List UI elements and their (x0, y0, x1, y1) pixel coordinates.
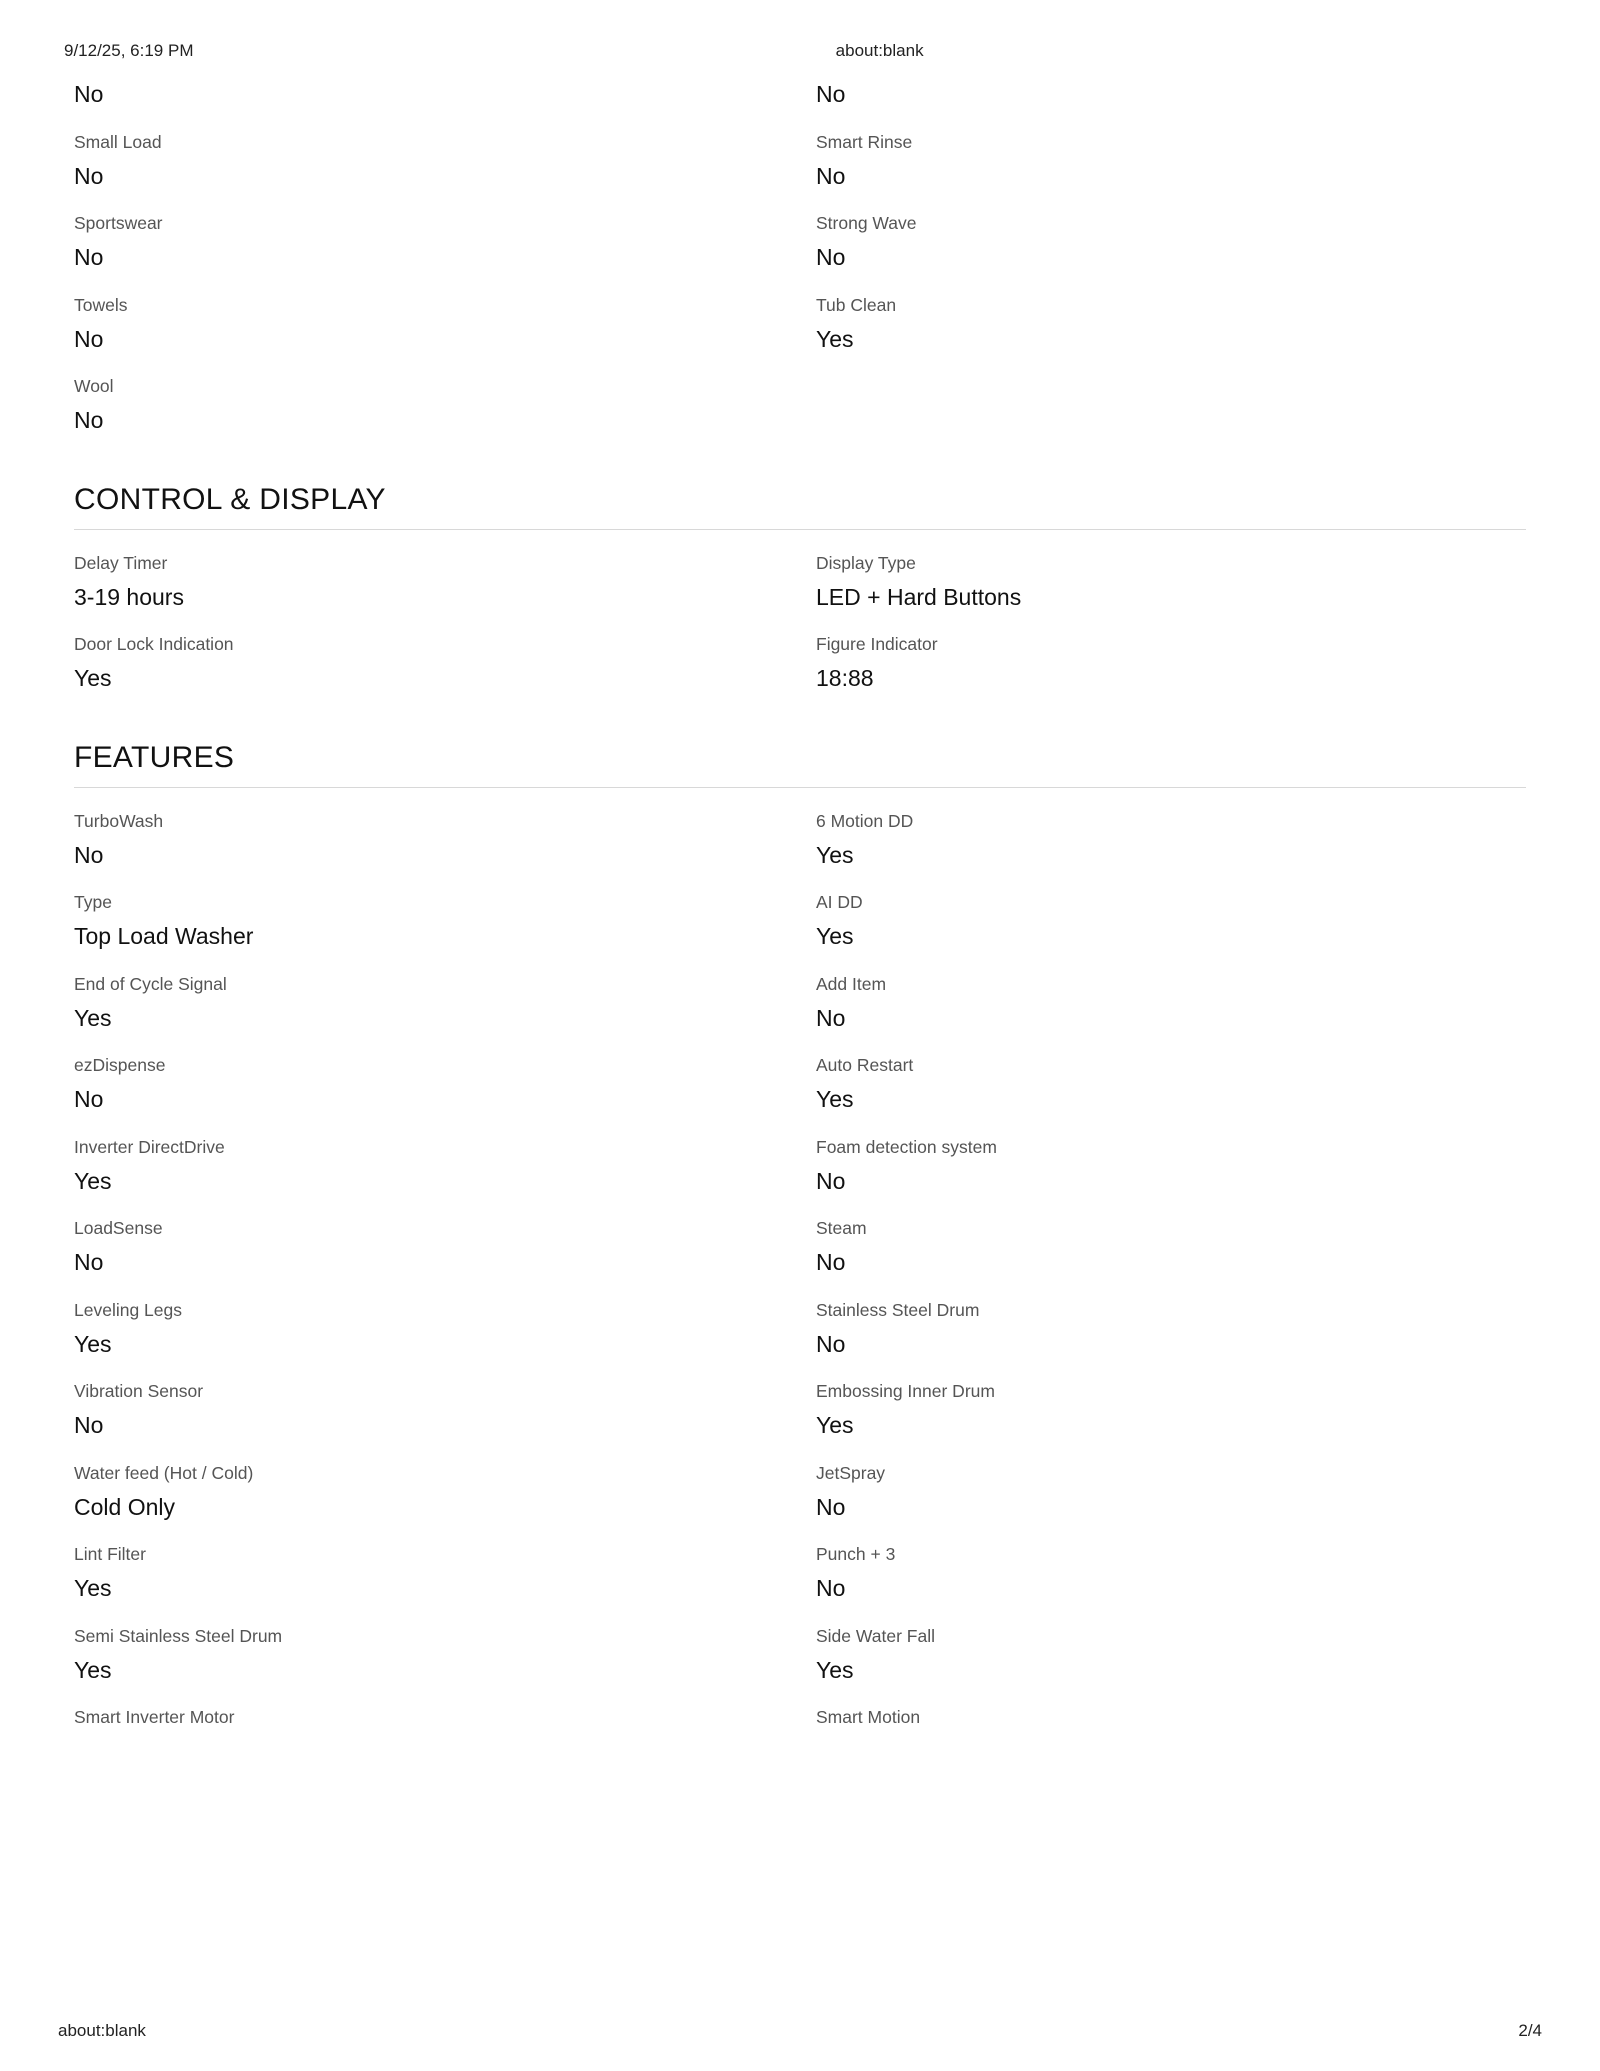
spec-value: No (74, 1086, 104, 1112)
spec-label: Display Type (816, 552, 916, 573)
spec-value: No (74, 841, 104, 868)
spec-cell (800, 1706, 1526, 1737)
spec-cell (74, 80, 800, 109)
spec-cell (800, 80, 1526, 109)
section-divider (74, 787, 1526, 788)
spec-value: No (74, 81, 104, 107)
spec-value: No (74, 162, 104, 189)
spec-value: Cold Only (74, 1493, 175, 1520)
spec-cell (800, 1217, 1526, 1277)
spec-label: Lint Filter (74, 1544, 146, 1565)
spec-value: No (816, 162, 846, 189)
spec-cell (74, 1380, 800, 1440)
spec-cell (74, 375, 800, 435)
spec-cell (800, 1380, 1526, 1440)
spec-value: No (816, 1004, 846, 1031)
spec-cell (800, 973, 1526, 1033)
spec-value: No (74, 325, 104, 352)
spec-value: No (816, 81, 846, 107)
spec-label: Smart Inverter Motor (74, 1707, 235, 1728)
spec-label: Stainless Steel Drum (816, 1299, 980, 1320)
spec-label: Inverter DirectDrive (74, 1136, 225, 1157)
spec-cell (74, 1625, 800, 1685)
spec-cell (74, 1462, 800, 1522)
spec-value: Yes (74, 1575, 112, 1601)
spec-label: ezDispense (74, 1055, 166, 1076)
spec-label: AI DD (816, 892, 863, 913)
spec-label: Type (74, 892, 112, 913)
spec-cell (74, 1136, 800, 1196)
spec-cell (800, 633, 1526, 693)
spec-cell (74, 1706, 800, 1737)
spec-cell (74, 1054, 800, 1114)
spec-label: Figure Indicator (816, 634, 938, 655)
spec-cell (74, 294, 800, 354)
spec-cell (800, 1299, 1526, 1359)
spec-cell (800, 891, 1526, 951)
spec-label: Wool (74, 376, 114, 397)
spec-value: No (816, 1493, 846, 1520)
spec-label: Semi Stainless Steel Drum (74, 1625, 283, 1646)
spec-label: Sportswear (74, 213, 163, 234)
continued-rows (74, 80, 1526, 131)
spec-label: Towels (74, 294, 128, 315)
print-header-date: 9/12/25, 6:19 PM (64, 41, 194, 60)
print-footer (58, 2021, 1542, 2041)
spec-label: Punch + 3 (816, 1544, 896, 1565)
spec-label: LoadSense (74, 1218, 163, 1239)
spec-value: Yes (74, 1656, 112, 1683)
spec-label: Delay Timer (74, 552, 168, 573)
spec-value: No (816, 244, 846, 270)
spec-label: Door Lock Indication (74, 634, 234, 655)
spec-cell (800, 1054, 1526, 1114)
document-content (58, 80, 1542, 1759)
spec-value: Top Load Washer (74, 923, 254, 949)
top-spec-rows (74, 131, 1526, 457)
spec-value: Yes (816, 1656, 854, 1683)
print-footer-url: about:blank (58, 2021, 146, 2040)
spec-label: Foam detection system (816, 1136, 997, 1157)
spec-cell (74, 1217, 800, 1277)
spec-label: 6 Motion DD (816, 810, 914, 831)
spec-label: Vibration Sensor (74, 1381, 204, 1402)
spec-label: Steam (816, 1218, 867, 1239)
spec-label: Smart Motion (816, 1707, 921, 1728)
spec-cell (800, 131, 1526, 191)
spec-label: Auto Restart (816, 1055, 914, 1076)
section-rows-control-display (74, 552, 1526, 715)
spec-cell (800, 1625, 1526, 1685)
spec-cell (74, 810, 800, 870)
spec-cell (74, 212, 800, 272)
spec-value: Yes (74, 1004, 112, 1031)
spec-label: Small Load (74, 131, 162, 152)
spec-value: No (816, 1167, 846, 1194)
spec-value: LED + Hard Buttons (816, 583, 1022, 610)
spec-value: 3-19 hours (74, 583, 184, 610)
spec-cell (800, 212, 1526, 272)
print-header-title: about:blank (835, 41, 924, 60)
spec-value: No (816, 1330, 846, 1357)
spec-value: No (74, 244, 104, 270)
section-divider (74, 529, 1526, 530)
spec-cell (800, 1543, 1526, 1603)
spec-value: Yes (74, 665, 112, 691)
print-footer-page-number: 2/4 (1518, 2021, 1542, 2040)
section-title-control-display: CONTROL & DISPLAY (74, 482, 386, 516)
spec-cell-empty (800, 375, 1526, 435)
spec-value: No (74, 1412, 104, 1438)
spec-cell (74, 131, 800, 191)
spec-label: TurboWash (74, 810, 164, 831)
spec-value: No (816, 1249, 846, 1275)
spec-label: End of Cycle Signal (74, 973, 227, 994)
section-rows-features (74, 810, 1526, 1759)
spec-cell (800, 552, 1526, 612)
spec-label: Water feed (Hot / Cold) (74, 1462, 254, 1483)
spec-cell (800, 294, 1526, 354)
spec-cell (74, 552, 800, 612)
spec-value: No (74, 1249, 104, 1275)
spec-value: Yes (816, 841, 854, 868)
spec-value: No (74, 407, 104, 433)
spec-cell (74, 633, 800, 693)
spec-label: Side Water Fall (816, 1625, 935, 1646)
spec-value: Yes (816, 923, 854, 949)
print-header (58, 40, 1542, 62)
spec-cell (74, 973, 800, 1033)
spec-value: Yes (816, 1086, 854, 1112)
spec-value: No (816, 1575, 846, 1601)
spec-value: Yes (74, 1330, 112, 1357)
spec-value: Yes (816, 325, 854, 352)
spec-label: Leveling Legs (74, 1299, 182, 1320)
spec-value: Yes (816, 1412, 854, 1438)
spec-cell (800, 810, 1526, 870)
spec-value: Yes (74, 1167, 112, 1194)
spec-cell (800, 1462, 1526, 1522)
spec-cell (800, 1136, 1526, 1196)
section-title-features: FEATURES (74, 740, 235, 774)
spec-cell (74, 891, 800, 951)
spec-label: Strong Wave (816, 213, 917, 234)
spec-label: Embossing Inner Drum (816, 1381, 995, 1402)
spec-label: Add Item (816, 973, 887, 994)
spec-label: Smart Rinse (816, 131, 913, 152)
spec-label: JetSpray (816, 1462, 886, 1483)
spec-value: 18:88 (816, 665, 874, 691)
spec-label: Tub Clean (816, 294, 897, 315)
spec-cell (74, 1543, 800, 1603)
spec-cell (74, 1299, 800, 1359)
